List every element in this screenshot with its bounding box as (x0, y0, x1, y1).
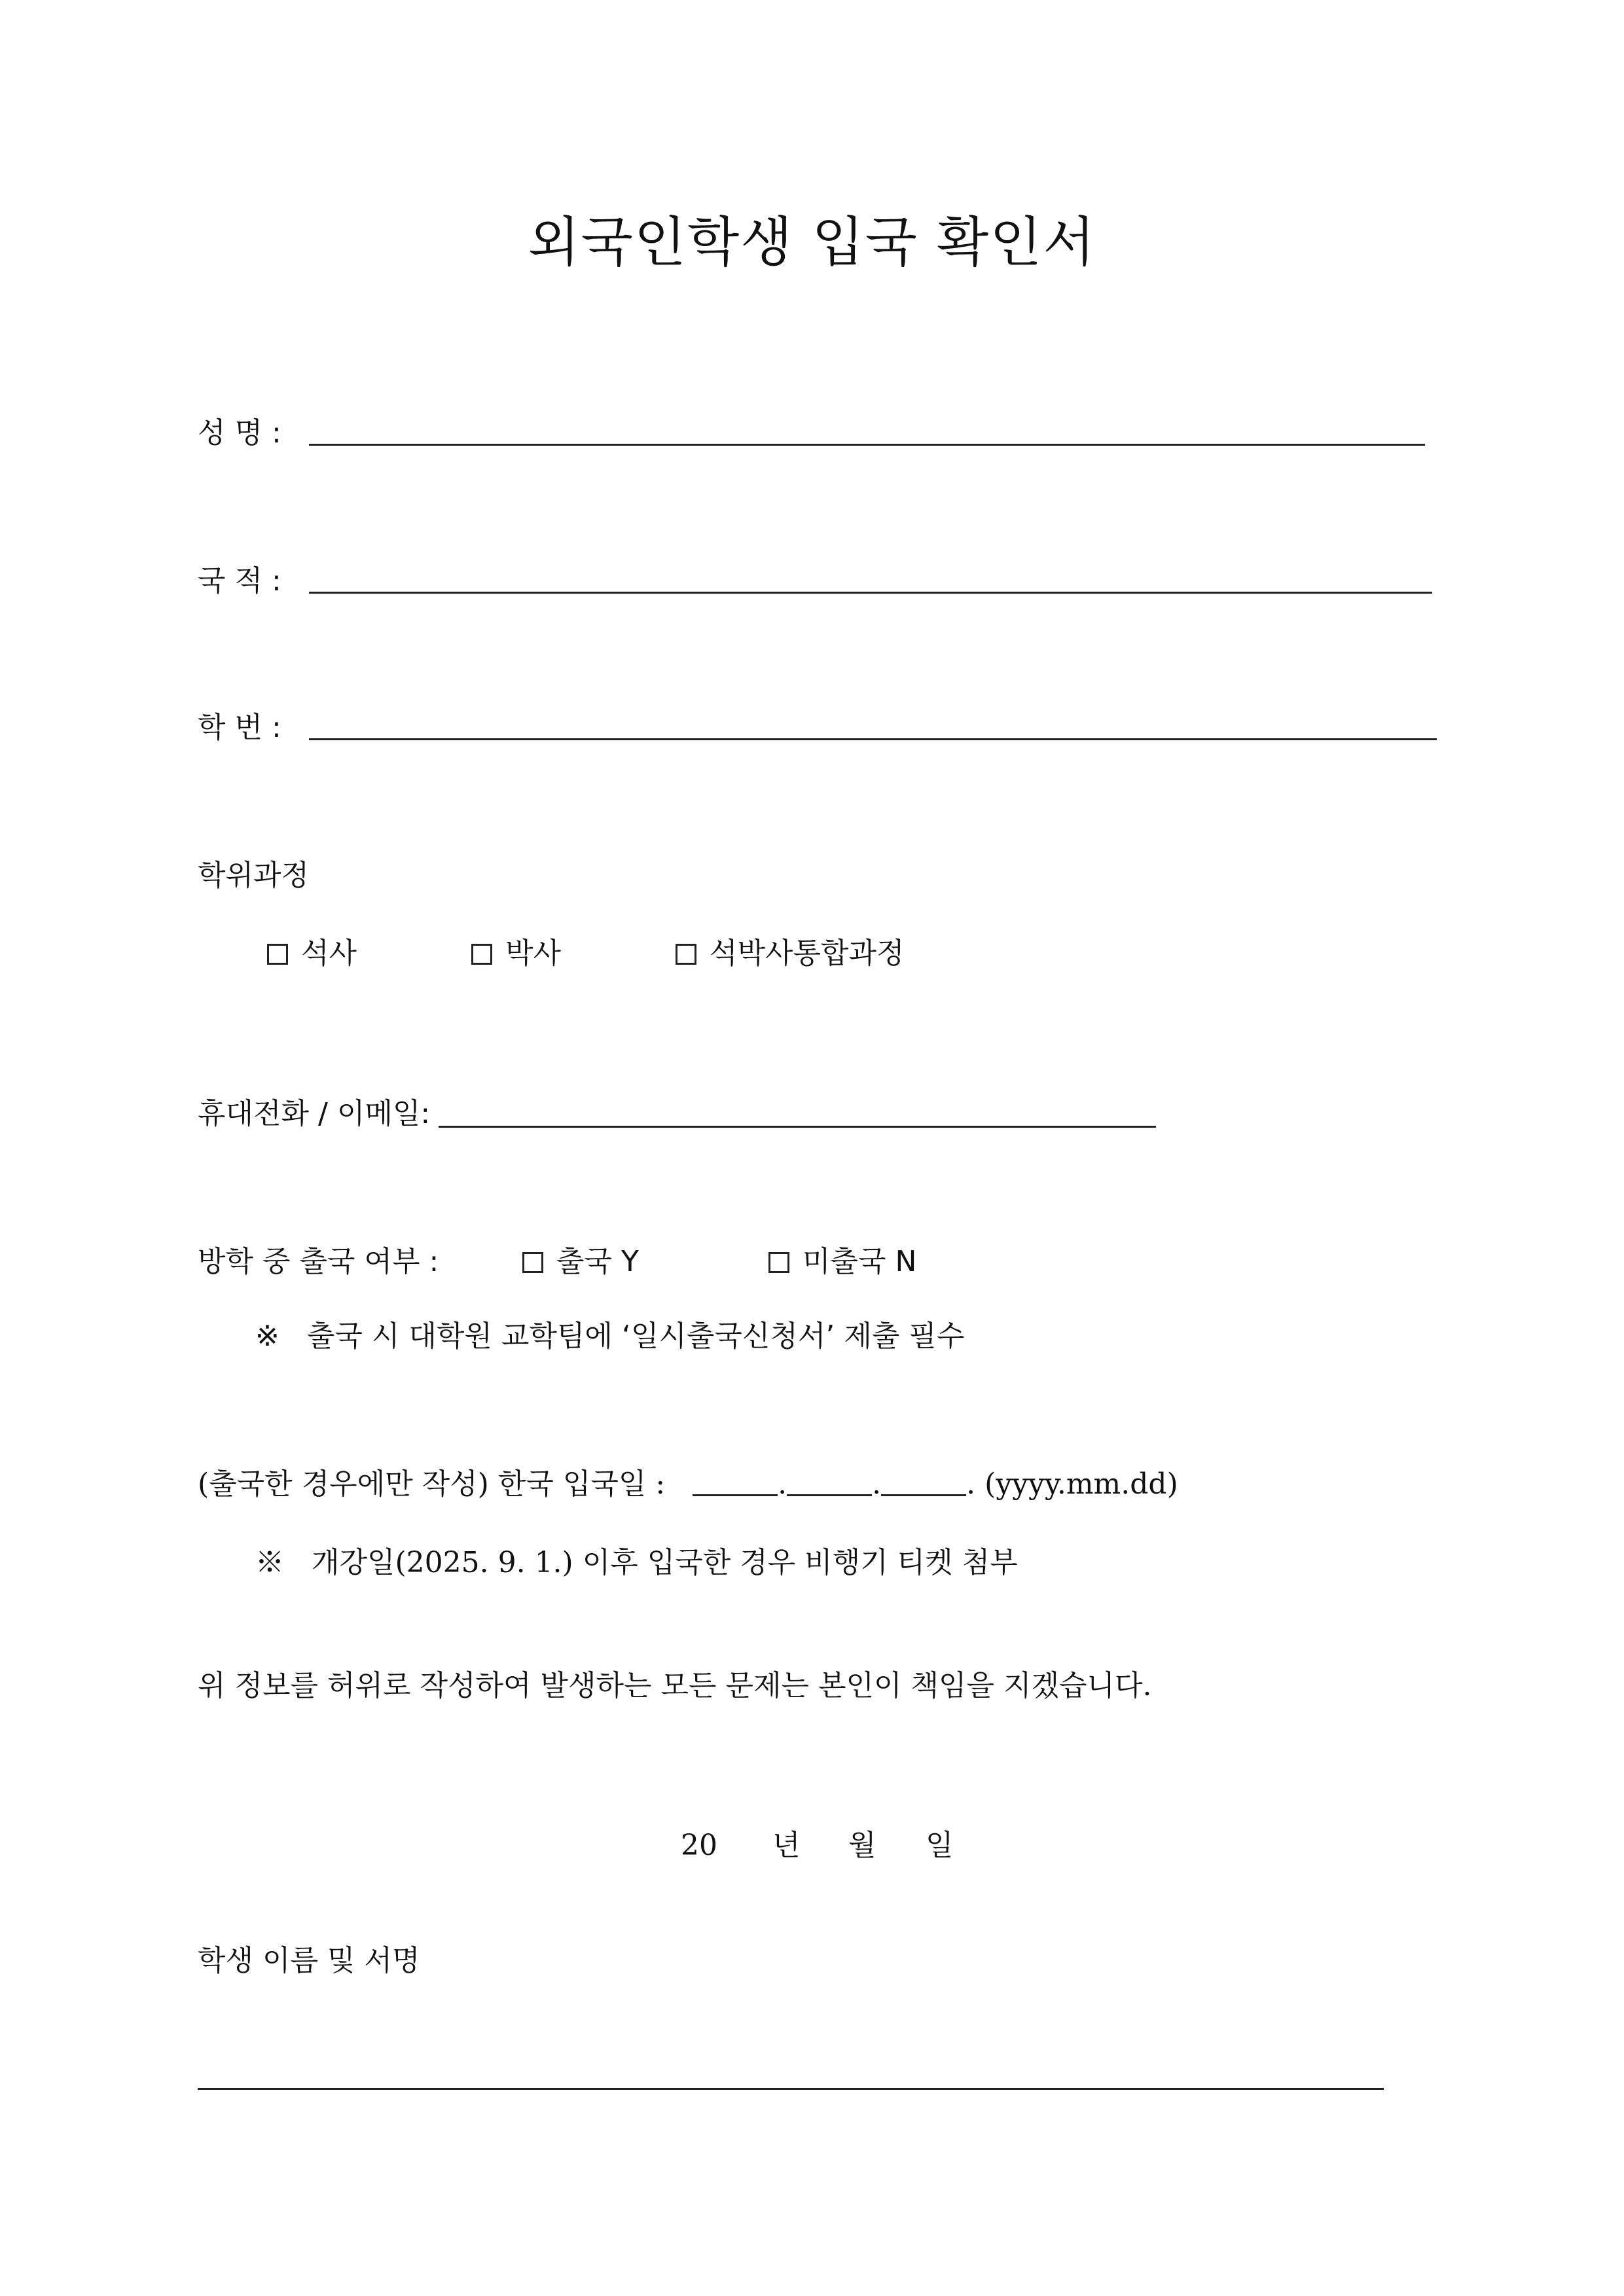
degree-option-masters[interactable]: 석사 (267, 934, 357, 973)
checkbox-icon[interactable] (768, 1252, 789, 1273)
name-label: 성 명 : (198, 416, 281, 450)
student-id-field[interactable] (309, 738, 1437, 740)
checkbox-icon[interactable] (676, 944, 696, 965)
reference-mark-icon: ※ (255, 1319, 280, 1353)
contact-field[interactable] (439, 1126, 1156, 1128)
departure-option-no[interactable]: 미출국 N (768, 1242, 916, 1282)
departure-label: 방학 중 출국 여부 : (198, 1245, 439, 1278)
departure-note: ※ 출국 시 대학원 교학팀에 ‘일시출국신청서’ 제출 필수 (255, 1319, 965, 1353)
entry-day-field[interactable] (881, 1468, 966, 1496)
entry-note: ※ 개강일(2025. 9. 1.) 이후 입국한 경우 비행기 티켓 첨부 (255, 1546, 1018, 1579)
declaration-text: 위 정보를 허위로 작성하여 발생하는 모든 문제는 본인이 책임을 지겠습니다. (198, 1669, 1152, 1702)
nationality-field[interactable] (309, 592, 1432, 594)
student-id-label: 학 번 : (198, 711, 281, 744)
entry-year-field[interactable] (693, 1468, 778, 1496)
entry-date-row: (출국한 경우에만 작성) 한국 입국일 : . . . (yyyy.mm.dd) (198, 1467, 1178, 1501)
contact-label: 휴대전화 / 이메일: (198, 1097, 431, 1130)
date-format-hint: . (yyyy.mm.dd) (966, 1467, 1178, 1501)
checkbox-icon[interactable] (471, 944, 492, 965)
departure-option-yes[interactable]: 출국 Y (522, 1242, 639, 1282)
entry-month-field[interactable] (787, 1468, 872, 1496)
checkbox-icon[interactable] (522, 1252, 543, 1273)
page-title: 외국인학생 입국 확인서 (528, 211, 1096, 274)
checkbox-icon[interactable] (267, 944, 288, 965)
date-year-prefix: 20 (681, 1829, 717, 1862)
signature-field[interactable] (198, 2088, 1384, 2090)
degree-option-integrated[interactable]: 석박사통합과정 (676, 934, 905, 973)
date-year-label: 년 (772, 1829, 801, 1862)
entry-date-label: (출국한 경우에만 작성) 한국 입국일 : (198, 1467, 666, 1501)
reference-mark-icon: ※ (255, 1546, 284, 1579)
degree-label: 학위과정 (198, 859, 310, 892)
degree-option-phd[interactable]: 박사 (471, 934, 561, 973)
date-month-label: 월 (848, 1829, 876, 1862)
signature-label: 학생 이름 및 서명 (198, 1944, 420, 1977)
name-field[interactable] (309, 444, 1425, 446)
date-day-label: 일 (926, 1829, 954, 1862)
nationality-label: 국 적 : (198, 564, 281, 598)
